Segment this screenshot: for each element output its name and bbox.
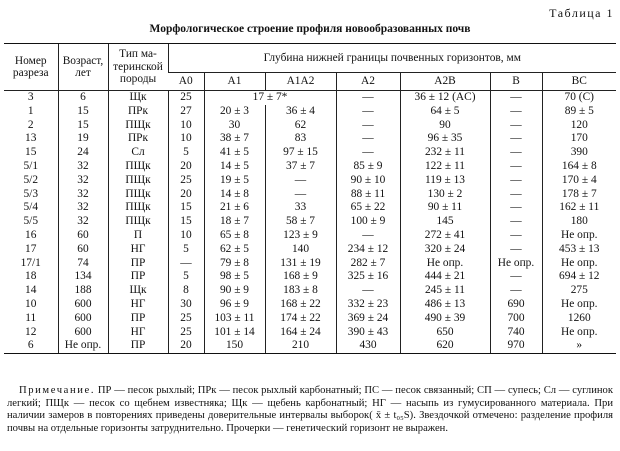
header-parent-rock: Тип ма- теринской породы bbox=[108, 44, 168, 91]
table-cell: 164 ± 24 bbox=[265, 326, 336, 340]
table-cell: 90 ± 10 bbox=[336, 174, 400, 188]
table-cell: 600 bbox=[58, 312, 108, 326]
table-cell: 320 ± 24 bbox=[400, 243, 490, 257]
table-cell: Щк bbox=[108, 284, 168, 298]
table-cell: 123 ± 9 bbox=[265, 229, 336, 243]
table-cell: 60 bbox=[58, 229, 108, 243]
table-row bbox=[4, 312, 616, 326]
table-cell: 60 bbox=[58, 243, 108, 257]
table-row bbox=[4, 257, 616, 271]
table-cell: 2 bbox=[27, 118, 34, 131]
table-cell: 5/3 bbox=[23, 187, 39, 200]
table-cell: 38 ± 7 bbox=[204, 132, 265, 146]
table-cell: ПР bbox=[108, 312, 168, 326]
table-cell: — bbox=[168, 257, 204, 271]
header-horizon: A1 bbox=[204, 73, 265, 91]
header-horizon: A1A2 bbox=[265, 73, 336, 91]
table-row bbox=[4, 243, 616, 257]
table-cell: 282 ± 7 bbox=[336, 257, 400, 271]
table-cell: 145 bbox=[400, 215, 490, 229]
table-cell: 5/5 bbox=[23, 215, 39, 228]
table-cell: 65 ± 8 bbox=[204, 229, 265, 243]
table-row bbox=[4, 146, 616, 160]
table-cell: 15 bbox=[58, 105, 108, 119]
table-cell: 25 bbox=[168, 312, 204, 326]
table-cell: 490 ± 39 bbox=[400, 312, 490, 326]
header-horizon: A2 bbox=[336, 73, 400, 91]
table-row bbox=[4, 229, 616, 243]
table-cell: 134 bbox=[58, 270, 108, 284]
table-cell: — bbox=[336, 119, 400, 133]
table-cell: — bbox=[490, 243, 542, 257]
table-cell: 65 ± 22 bbox=[336, 201, 400, 215]
table-row bbox=[4, 160, 616, 174]
table-cell: 8 bbox=[168, 284, 204, 298]
table-cell: 17/1 bbox=[20, 256, 41, 269]
table-cell: 36 ± 4 bbox=[265, 105, 336, 119]
table-cell: 150 bbox=[204, 339, 265, 353]
table-cell: 62 bbox=[265, 119, 336, 133]
table-cell: 5/1 bbox=[23, 159, 39, 172]
table-cell: 101 ± 14 bbox=[204, 326, 265, 340]
table-cell: 140 bbox=[265, 243, 336, 257]
table-cell: 41 ± 5 bbox=[204, 146, 265, 160]
note-lead: Примечание. bbox=[19, 385, 96, 396]
table-cell: 79 ± 8 bbox=[204, 257, 265, 271]
table-cell: 74 bbox=[58, 257, 108, 271]
table-cell: — bbox=[490, 229, 542, 243]
table-cell: 119 ± 13 bbox=[400, 174, 490, 188]
table-cell: 36 ± 12 (AC) bbox=[400, 91, 490, 105]
table-cell: Не опр. bbox=[490, 257, 542, 271]
table-cell: 18 bbox=[25, 270, 37, 283]
table-cell: 62 ± 5 bbox=[204, 243, 265, 257]
table-row bbox=[4, 91, 616, 105]
table-cell: 58 ± 7 bbox=[265, 215, 336, 229]
table-cell: — bbox=[336, 229, 400, 243]
table-cell: — bbox=[490, 270, 542, 284]
table-cell: 25 bbox=[168, 326, 204, 340]
header-horizon: A2B bbox=[400, 73, 490, 91]
table-cell: 96 ± 9 bbox=[204, 298, 265, 312]
table-cell: — bbox=[490, 146, 542, 160]
table-cell: ПЩк bbox=[108, 215, 168, 229]
table-cell: — bbox=[265, 188, 336, 202]
table-cell: 162 ± 11 bbox=[542, 201, 616, 215]
table-cell: Сл bbox=[108, 146, 168, 160]
table-cell: 700 bbox=[490, 312, 542, 326]
table-cell: НГ bbox=[108, 326, 168, 340]
table-cell: 90 ± 11 bbox=[400, 201, 490, 215]
table-cell: 168 ± 9 bbox=[265, 270, 336, 284]
table-cell: 89 ± 5 bbox=[542, 105, 616, 119]
table-number: Таблица 1 bbox=[549, 6, 614, 20]
table-cell: 970 bbox=[490, 339, 542, 353]
table-cell: 17 ± 7* bbox=[204, 91, 336, 105]
table-cell: ПР bbox=[108, 339, 168, 353]
table-cell: 650 bbox=[400, 326, 490, 340]
table-cell: 20 ± 3 bbox=[204, 105, 265, 119]
table-cell: 1 bbox=[27, 104, 34, 117]
table-cell: 15 bbox=[168, 201, 204, 215]
table-cell: — bbox=[490, 201, 542, 215]
table-cell: 170 bbox=[542, 132, 616, 146]
table-cell: П bbox=[108, 229, 168, 243]
table-cell: 5 bbox=[168, 270, 204, 284]
table-cell: — bbox=[490, 284, 542, 298]
table-cell: 17 bbox=[25, 242, 37, 255]
table-cell: 30 bbox=[204, 119, 265, 133]
table-cell: ПЩк bbox=[108, 160, 168, 174]
table-cell: 103 ± 11 bbox=[204, 312, 265, 326]
table-cell: 444 ± 21 bbox=[400, 270, 490, 284]
table-cell: 234 ± 12 bbox=[336, 243, 400, 257]
table-cell: 10 bbox=[168, 132, 204, 146]
table-cell: 90 bbox=[400, 119, 490, 133]
table-cell: 430 bbox=[336, 339, 400, 353]
table-cell: — bbox=[336, 132, 400, 146]
table-cell: 5/4 bbox=[23, 201, 39, 214]
table-cell: Не опр. bbox=[542, 257, 616, 271]
table-cell: 486 ± 13 bbox=[400, 298, 490, 312]
table-row bbox=[4, 339, 616, 353]
table-cell: 453 ± 13 bbox=[542, 243, 616, 257]
table-cell: ПЩк bbox=[108, 188, 168, 202]
table-cell: 5/2 bbox=[23, 173, 39, 186]
table-row bbox=[4, 298, 616, 312]
table-cell: 32 bbox=[58, 188, 108, 202]
table-cell: 272 ± 41 bbox=[400, 229, 490, 243]
table-cell: 740 bbox=[490, 326, 542, 340]
table-cell: НГ bbox=[108, 243, 168, 257]
table-cell: 88 ± 11 bbox=[336, 188, 400, 202]
header-horizon: B bbox=[490, 73, 542, 91]
table-cell: 14 ± 8 bbox=[204, 188, 265, 202]
header-horizon: A0 bbox=[168, 73, 204, 91]
table-cell: 600 bbox=[58, 326, 108, 340]
table-cell: 170 ± 4 bbox=[542, 174, 616, 188]
table-cell: 325 ± 16 bbox=[336, 270, 400, 284]
table-cell: 3 bbox=[27, 91, 34, 103]
table-cell: 232 ± 11 bbox=[400, 146, 490, 160]
table-cell: 20 bbox=[168, 339, 204, 353]
table-title: Морфологическое строение профиля новообразованных почв bbox=[149, 23, 471, 35]
table-cell: — bbox=[336, 284, 400, 298]
table-cell: 600 bbox=[58, 298, 108, 312]
table-row bbox=[4, 174, 616, 188]
table-cell: Не опр. bbox=[542, 326, 616, 340]
table-cell: 390 bbox=[542, 146, 616, 160]
table-cell: 15 bbox=[168, 215, 204, 229]
table-cell: 21 ± 6 bbox=[204, 201, 265, 215]
table-cell: Не опр. bbox=[542, 229, 616, 243]
table-note bbox=[7, 385, 613, 435]
table-row bbox=[4, 119, 616, 133]
table-cell: ПРк bbox=[108, 132, 168, 146]
table-cell: 98 ± 5 bbox=[204, 270, 265, 284]
table-cell: 33 bbox=[265, 201, 336, 215]
table-cell: 20 bbox=[168, 188, 204, 202]
table-cell: — bbox=[490, 188, 542, 202]
table-cell: — bbox=[490, 91, 542, 105]
table-cell: 10 bbox=[168, 119, 204, 133]
table-cell: 694 ± 12 bbox=[542, 270, 616, 284]
table-cell: — bbox=[490, 160, 542, 174]
table-cell: 15 bbox=[58, 119, 108, 133]
table-cell: 183 ± 8 bbox=[265, 284, 336, 298]
table-cell: 12 bbox=[25, 325, 37, 338]
note-text: ПР — песок рыхлый; ПРк — песок рыхлый карбонатный; ПС — песок связанный; СП — супесь; Сл — суглинок легкий; ПЩк — песок со щебнем известняка; Щк — щебень карбонатный; НГ — насыпь из гумусированного материала. При наличии замеров в повторениях приведены доверительные интервалы выборок( x̄ ± t₀₅S). bbox=[7, 385, 613, 422]
table-cell: 32 bbox=[58, 201, 108, 215]
table-cell: — bbox=[490, 174, 542, 188]
table-cell: — bbox=[490, 132, 542, 146]
table-body bbox=[4, 91, 616, 354]
table-cell: 15 bbox=[25, 146, 37, 159]
table-cell: 10 bbox=[25, 297, 37, 310]
table-cell: » bbox=[542, 339, 616, 353]
table-cell: 245 ± 11 bbox=[400, 284, 490, 298]
table-cell: 32 bbox=[58, 174, 108, 188]
table-cell: 690 bbox=[490, 298, 542, 312]
table-row bbox=[4, 105, 616, 119]
table-cell: 32 bbox=[58, 215, 108, 229]
table-row bbox=[4, 188, 616, 202]
table-cell: — bbox=[336, 105, 400, 119]
table-cell: 188 bbox=[58, 284, 108, 298]
table-cell: ПЩк bbox=[108, 119, 168, 133]
table-cell: 19 bbox=[58, 132, 108, 146]
table-cell: 332 ± 23 bbox=[336, 298, 400, 312]
table-cell: ПР bbox=[108, 270, 168, 284]
table-cell: 13 bbox=[25, 132, 37, 145]
table-cell: ПЩк bbox=[108, 174, 168, 188]
table-cell: Не опр. bbox=[400, 257, 490, 271]
table-cell: 24 bbox=[58, 146, 108, 160]
table-cell: 37 ± 7 bbox=[265, 160, 336, 174]
table-cell: 100 ± 9 bbox=[336, 215, 400, 229]
table-cell: — bbox=[490, 215, 542, 229]
table-cell: — bbox=[490, 119, 542, 133]
table-cell: 174 ± 22 bbox=[265, 312, 336, 326]
table-cell: 210 bbox=[265, 339, 336, 353]
table-cell: 97 ± 15 bbox=[265, 146, 336, 160]
table-cell: — bbox=[265, 174, 336, 188]
table-cell: 30 bbox=[168, 298, 204, 312]
table-row bbox=[4, 215, 616, 229]
table-cell: 25 bbox=[168, 174, 204, 188]
table-cell: 85 ± 9 bbox=[336, 160, 400, 174]
table-cell: 90 ± 9 bbox=[204, 284, 265, 298]
table-row bbox=[4, 132, 616, 146]
table-cell: 1260 bbox=[542, 312, 616, 326]
table-cell: Не опр. bbox=[58, 339, 108, 353]
table-cell: 25 bbox=[168, 91, 204, 105]
header-section: Номер разреза bbox=[4, 44, 58, 91]
table-cell: 164 ± 8 bbox=[542, 160, 616, 174]
table-cell: — bbox=[336, 91, 400, 105]
table-row bbox=[4, 270, 616, 284]
table-cell: ПРк bbox=[108, 105, 168, 119]
table-cell: 275 bbox=[542, 284, 616, 298]
header-age: Возраст, лет bbox=[58, 44, 108, 91]
table-cell: 130 ± 2 bbox=[400, 188, 490, 202]
table-cell: 18 ± 7 bbox=[204, 215, 265, 229]
table-cell: 120 bbox=[542, 119, 616, 133]
table-row bbox=[4, 326, 616, 340]
table-cell: ПЩк bbox=[108, 201, 168, 215]
table-cell: 369 ± 24 bbox=[336, 312, 400, 326]
table-cell: НГ bbox=[108, 298, 168, 312]
note-text-2: Звездочкой отмечено: разделение профиля почвы на отдельные горизонты затруднительно. Прочерки — генетический горизонт не выражен. bbox=[7, 410, 613, 434]
table-cell: 14 bbox=[25, 284, 37, 297]
table-cell: 131 ± 19 bbox=[265, 257, 336, 271]
table-cell: 14 ± 5 bbox=[204, 160, 265, 174]
table-cell: 620 bbox=[400, 339, 490, 353]
table-cell: 16 bbox=[25, 228, 37, 241]
morphology-table bbox=[4, 43, 616, 354]
table-cell: 6 bbox=[58, 91, 108, 105]
table-cell: — bbox=[490, 105, 542, 119]
table-cell: Щк bbox=[108, 91, 168, 105]
table-cell: 32 bbox=[58, 160, 108, 174]
table-cell: 20 bbox=[168, 160, 204, 174]
table-cell: 10 bbox=[168, 229, 204, 243]
table-cell: 96 ± 35 bbox=[400, 132, 490, 146]
table-cell: 178 ± 7 bbox=[542, 188, 616, 202]
table-cell: 70 (С) bbox=[542, 91, 616, 105]
table-row bbox=[4, 284, 616, 298]
table-row bbox=[4, 201, 616, 215]
header-horizon: BC bbox=[542, 73, 616, 91]
table-cell: 27 bbox=[168, 105, 204, 119]
table-cell: 83 bbox=[265, 132, 336, 146]
table-cell: ПР bbox=[108, 257, 168, 271]
table-cell: 5 bbox=[168, 243, 204, 257]
table-cell: 6 bbox=[4, 339, 58, 353]
table-cell: 390 ± 43 bbox=[336, 326, 400, 340]
header-depth-group: Глубина нижней границы почвенных горизонтов, мм bbox=[168, 44, 616, 73]
table-cell: 11 bbox=[25, 311, 37, 324]
table-cell: 19 ± 5 bbox=[204, 174, 265, 188]
table-cell: 64 ± 5 bbox=[400, 105, 490, 119]
table-cell: 122 ± 11 bbox=[400, 160, 490, 174]
table-cell: 180 bbox=[542, 215, 616, 229]
table-cell: — bbox=[336, 146, 400, 160]
table-cell: Не опр. bbox=[542, 298, 616, 312]
table-cell: 5 bbox=[168, 146, 204, 160]
table-cell: 168 ± 22 bbox=[265, 298, 336, 312]
